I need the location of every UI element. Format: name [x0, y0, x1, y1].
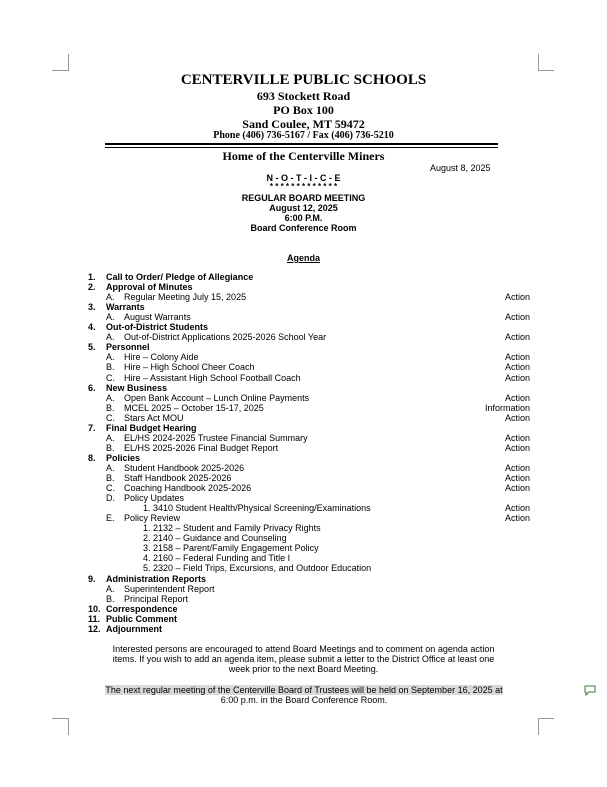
agenda-item [88, 342, 530, 352]
agenda-subitem-text: Hire – Assistant High School Football Coach [124, 372, 301, 383]
agenda-item-number: 11. [88, 613, 101, 624]
crop-mark-bottom-left [52, 718, 68, 719]
agenda-subsubitem-text: 4. 2160 – Federal Funding and Title I [143, 553, 291, 564]
agenda-item-title: Personnel [106, 342, 150, 353]
agenda-subitem-letter: C. [106, 372, 115, 383]
agenda-item-title: Correspondence [106, 603, 178, 614]
agenda-title: Agenda [286, 253, 320, 263]
agenda-item-action: Action [504, 312, 530, 323]
agenda-subitem-letter: B. [106, 473, 115, 483]
agenda-item-title: Warrants [106, 302, 145, 313]
agenda-item-title: Administration Reports [106, 573, 207, 584]
agenda-subitem-text: Policy Review [124, 513, 181, 524]
agenda-subsubitem-text: 2. 2140 – Guidance and Counseling [143, 533, 287, 544]
agenda-item [88, 614, 530, 624]
agenda-item-action: Action [504, 352, 530, 363]
agenda-item-action: Action [504, 483, 530, 494]
agenda-subitem-text: MCEL 2025 – October 15-17, 2025 [124, 402, 264, 413]
agenda-subitem-letter: B. [106, 362, 115, 373]
agenda-item [88, 553, 530, 563]
agenda-subitem-letter: A. [106, 332, 115, 343]
agenda-item [88, 302, 530, 312]
agenda-item-action: Action [504, 432, 530, 443]
attendance-line-1: Interested persons are encouraged to attend Board Meetings and to comment on agenda action [112, 644, 495, 654]
agenda-item [88, 574, 530, 584]
agenda-item [88, 403, 530, 413]
agenda-item [88, 292, 530, 302]
agenda-item-number: 9. [88, 573, 96, 584]
agenda-item [88, 312, 530, 322]
meeting-time: 6:00 P.M. [284, 213, 323, 223]
agenda-item [88, 352, 530, 362]
agenda-subitem-letter: A. [106, 432, 115, 443]
agenda-item-action: Action [504, 412, 530, 423]
agenda-subitem-letter: A. [106, 462, 115, 473]
agenda-item [88, 543, 530, 553]
agenda-item [88, 624, 530, 634]
agenda-item [88, 443, 530, 453]
agenda-item-number: 12. [88, 623, 101, 634]
agenda-item-number: 7. [88, 422, 96, 433]
agenda-item-action: Action [504, 392, 530, 403]
agenda-subitem-letter: B. [106, 593, 115, 604]
agenda-subitem-letter: C. [106, 483, 115, 494]
agenda-subsubitem-text: 1. 2132 – Student and Family Privacy Rights [143, 523, 321, 534]
crop-mark-top-left [52, 70, 68, 71]
agenda-subitem-letter: A. [106, 292, 115, 303]
agenda-subsubitem-text: 3. 2158 – Parent/Family Engagement Policy [143, 543, 319, 554]
agenda-subsubitem-text: 1. 3410 Student Health/Physical Screening/Examinations [143, 503, 371, 514]
agenda-item-title: Call to Order/ Pledge of Allegiance [106, 272, 254, 282]
agenda-item [88, 594, 530, 604]
agenda-subitem-text: Staff Handbook 2025-2026 [124, 473, 232, 483]
crop-mark-bottom-right-v [538, 718, 539, 735]
agenda-item-number: 3. [88, 302, 96, 313]
agenda-item [88, 473, 530, 483]
agenda-item-action: Action [504, 332, 530, 343]
agenda-item-title: Final Budget Hearing [106, 422, 197, 433]
crop-mark-bottom-right [538, 718, 554, 719]
school-name: CENTERVILLE PUBLIC SCHOOLS [180, 72, 427, 88]
agenda-item-number: 1. [88, 272, 96, 282]
agenda-subsubitem-text: 5. 2320 – Field Trips, Excursions, and Outdoor Education [143, 563, 372, 574]
agenda-item [88, 413, 530, 423]
meeting-type: REGULAR BOARD MEETING [241, 193, 366, 203]
agenda-item [88, 493, 530, 503]
agenda-item-title: Out-of-District Students [106, 322, 208, 333]
agenda-subitem-letter: C. [106, 412, 115, 423]
agenda-subitem-text: Hire – Colony Aide [124, 352, 199, 363]
agenda-item-action: Action [504, 292, 530, 303]
agenda-item [88, 563, 530, 573]
agenda-item-action: Action [504, 362, 530, 373]
agenda-item [88, 332, 530, 342]
agenda-item [88, 272, 530, 282]
agenda-subitem-letter: A. [106, 392, 115, 403]
agenda-item-number: 10. [88, 603, 101, 614]
agenda-subitem-text: Hire – High School Cheer Coach [124, 362, 255, 373]
agenda-subitem-text: Coaching Handbook 2025-2026 [124, 483, 252, 494]
agenda-item [88, 503, 530, 513]
agenda-subitem-text: Superintendent Report [124, 583, 215, 594]
agenda-item [88, 584, 530, 594]
motto: Home of the Centerville Miners [222, 149, 385, 163]
agenda-item [88, 393, 530, 403]
notice-date: August 8, 2025 [430, 163, 491, 173]
agenda-item-action: Action [504, 372, 530, 383]
attendance-line-2: items. If you wish to add an agenda item, please submit a letter to the District Office at least one [112, 654, 495, 664]
agenda-subitem-text: Out-of-District Applications 2025-2026 School Year [124, 332, 327, 343]
agenda-item-action: Action [504, 503, 530, 514]
agenda-item [88, 282, 530, 292]
agenda-item [88, 423, 530, 433]
notice-title: N - O - T - I - C - E [266, 173, 341, 183]
header-rule-thick [105, 143, 498, 145]
agenda-item-action: Action [504, 513, 530, 524]
agenda-subitem-text: August Warrants [124, 312, 191, 323]
agenda-item-action: Action [504, 473, 530, 483]
agenda-subitem-text: EL/HS 2025-2026 Final Budget Report [124, 442, 279, 453]
agenda-item-number: 6. [88, 382, 96, 393]
agenda-item [88, 373, 530, 383]
agenda-item-title: Policies [106, 452, 141, 463]
comment-icon[interactable] [584, 685, 596, 696]
agenda-subitem-letter: B. [106, 402, 115, 413]
agenda-item-action: Action [504, 462, 530, 473]
agenda-subitem-letter: D. [106, 493, 115, 504]
agenda-subitem-letter: B. [106, 442, 115, 453]
agenda-item-title: Adjournment [106, 623, 162, 634]
agenda-item [88, 533, 530, 543]
header-rule-thin [105, 147, 498, 148]
agenda-item-number: 8. [88, 452, 96, 463]
agenda-subitem-text: Stars Act MOU [124, 412, 184, 423]
agenda-item [88, 604, 530, 614]
agenda-subitem-text: Policy Updates [124, 493, 185, 504]
meeting-location: Board Conference Room [250, 223, 357, 233]
next-meeting-paragraph [68, 685, 540, 705]
city-line: Sand Coulee, MT 59472 [242, 117, 365, 131]
agenda-item [88, 483, 530, 493]
agenda-item-title: Approval of Minutes [106, 282, 193, 293]
agenda-subitem-text: Student Handbook 2025-2026 [124, 462, 245, 473]
crop-mark-top-right [538, 70, 554, 71]
agenda-item [88, 463, 530, 473]
agenda-subitem-text: Principal Report [124, 593, 189, 604]
agenda-subitem-text: Open Bank Account – Lunch Online Payments [124, 392, 310, 403]
phone-line: Phone (406) 736-5167 / Fax (406) 736-5210 [213, 130, 394, 141]
agenda-subitem-letter: A. [106, 583, 115, 594]
agenda-subitem-letter: A. [106, 312, 115, 323]
agenda-item-action: Action [504, 442, 530, 453]
notice-stars: * * * * * * * * * * * * * [269, 182, 338, 191]
agenda-item [88, 433, 530, 443]
agenda-item-action: Information [484, 402, 530, 413]
address-line-2: PO Box 100 [273, 103, 334, 117]
agenda-item [88, 523, 530, 533]
agenda-subitem-letter: E. [106, 513, 115, 524]
agenda-item-number: 2. [88, 282, 96, 293]
agenda-subitem-letter: A. [106, 352, 115, 363]
agenda-item-number: 5. [88, 342, 96, 353]
agenda-item-number: 4. [88, 322, 96, 333]
crop-mark-top-right-v [538, 54, 539, 71]
agenda-item-title: Public Comment [106, 613, 178, 624]
crop-mark-top-left-v [68, 54, 69, 71]
meeting-date: August 12, 2025 [269, 203, 338, 213]
agenda-item [88, 513, 530, 523]
agenda-item-title: New Business [106, 382, 168, 393]
next-meeting-line-2: 6:00 p.m. in the Board Conference Room. [220, 695, 388, 705]
address-line-1: 693 Stockett Road [256, 89, 351, 103]
agenda-item [88, 362, 530, 372]
agenda-item [88, 383, 530, 393]
agenda-subitem-text: Regular Meeting July 15, 2025 [124, 292, 247, 303]
agenda-subitem-text: EL/HS 2024-2025 Trustee Financial Summary [124, 432, 308, 443]
next-meeting-line-1: The next regular meeting of the Centerville Board of Trustees will be held on September 16, 2025 at [105, 685, 503, 695]
agenda-item [88, 322, 530, 332]
attendance-line-3: week prior to the next Board Meeting. [228, 664, 379, 674]
agenda-item [88, 453, 530, 463]
attendance-paragraph [75, 644, 532, 674]
crop-mark-bottom-left-v [68, 718, 69, 735]
